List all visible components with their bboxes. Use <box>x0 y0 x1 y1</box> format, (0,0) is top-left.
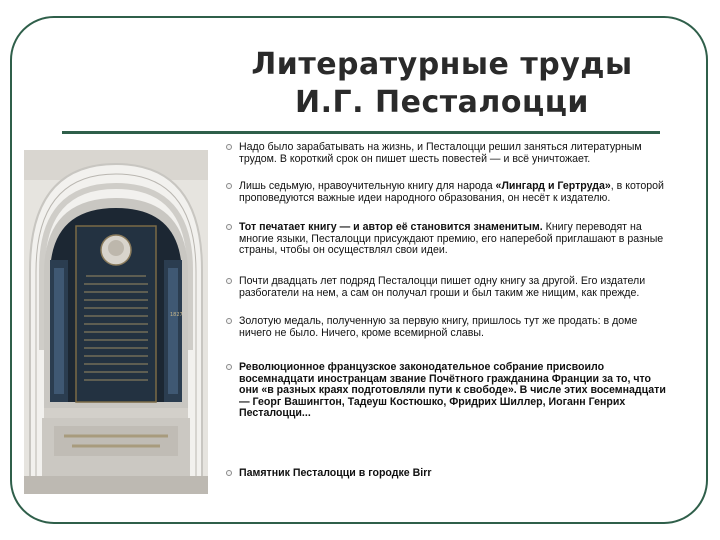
bullet-text-bold: Тот печатает книгу — и автор её становится знаменитым. <box>239 221 543 233</box>
bullet-text: Памятник Песталоцци в городке Віrr <box>239 467 432 479</box>
bullet-text: Революционное французское законодательное собрание присвоило восемнадцати иностранцам звание Почётного гражданина Франции за то, что они «в разных краях подготовляли пути к свободе». В числе этих восемнадцати — Георг Вашингтон, Тадеуш Костюшко, Фридрих Шиллер, Иоганн Генрих Песталоцци... <box>239 361 666 419</box>
bullet-text-plain: , в которой проповедуются важные идеи народного образования, он несёт к издателю. <box>239 180 664 204</box>
title-underline <box>62 131 660 134</box>
bullet-icon <box>226 470 232 476</box>
bullet-icon <box>226 318 232 324</box>
bullet-text <box>239 181 667 204</box>
bullet-text-plain: Лишь седьмую, нравоучительную книгу для народа <box>239 180 496 192</box>
monument-inscription: 1827 <box>170 312 183 318</box>
title-line-2: И.Г. Песталоцци <box>295 85 589 120</box>
bullet-icon <box>226 183 232 189</box>
bullet-icon <box>226 364 232 370</box>
bullet-text: Золотую медаль, полученную за первую книгу, пришлось тут же продать: в доме ничего не было. Ничего, кроме всемирной славы. <box>239 315 638 339</box>
bullet-text: Почти двадцать лет подряд Песталоцци пишет одну книгу за другой. Его издатели разбогатели на нем, а сам он получал гроши и был таким же нищим, как прежде. <box>239 275 646 299</box>
bullet-text-plain: Книгу переводят на многие языки, Песталоцци присуждают премию, его наперебой приглашают в разные страны, чтобы он осуществлял свои идеи. <box>239 221 664 256</box>
bullet-icon <box>226 144 232 150</box>
bullet-text: Надо было зарабатывать на жизнь, и Песталоцци решил заняться литературным трудом. В короткий срок он пишет шесть повестей — и всё уничтожает. <box>239 141 642 165</box>
bullet-text-bold: «Лингард и Гертруда» <box>495 180 611 192</box>
bullet-icon <box>226 224 232 230</box>
slide-title <box>232 46 652 122</box>
monument-photo <box>24 150 208 494</box>
title-line-1: Литературные труды <box>251 47 633 82</box>
bullet-icon <box>226 278 232 284</box>
bullet-text <box>239 222 667 257</box>
